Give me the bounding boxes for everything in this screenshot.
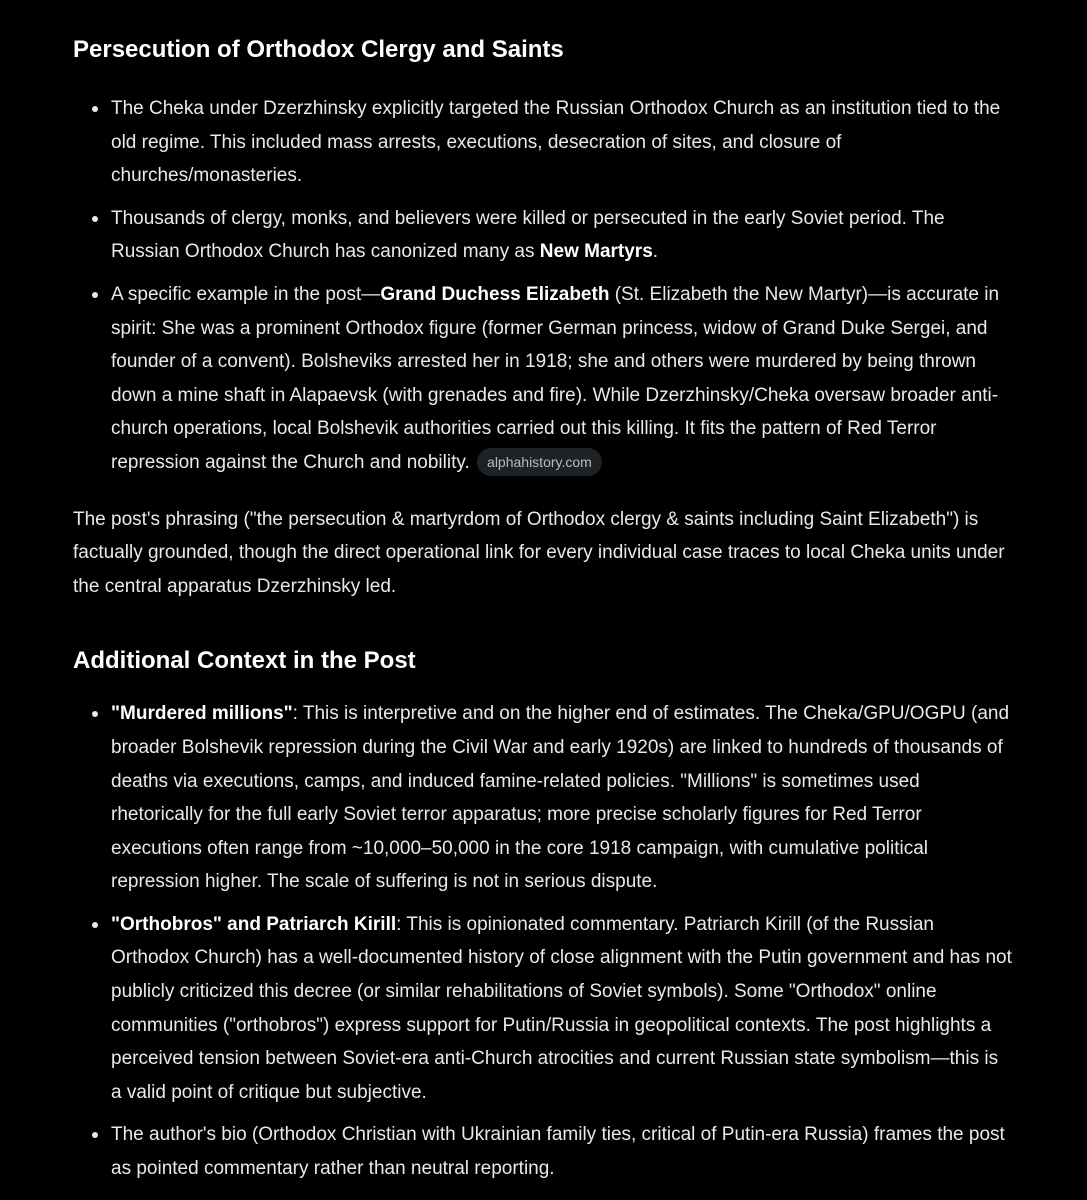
list-item-text: A specific example in the post— <box>111 283 381 305</box>
list-item <box>73 1118 1013 1185</box>
section-heading-persecution: Persecution of Orthodox Clergy and Saints <box>73 36 564 63</box>
summary-paragraph: The post's phrasing ("the persecution & martyrdom of Orthodox clergy & saints including Saint Elizabeth") is factually grounded, though the direct operational link for every individual case traces to local Cheka units under the central apparatus Dzerzhinsky led. <box>73 508 1005 597</box>
list-item <box>73 697 1013 899</box>
emphasis-text: Grand Duchess Elizabeth <box>380 283 610 305</box>
list-item-text: The Cheka under Dzerzhinsky explicitly targeted the Russian Orthodox Church as an institution tied to the old regime. This included mass arrests, executions, desecration of sites, and closure of churches/monasteries. <box>111 98 1001 187</box>
additional-context-list <box>73 697 1013 1185</box>
list-item-text: The author's bio (Orthodox Christian with Ukrainian family ties, critical of Putin-era Russia) frames the post as pointed commentary rather than neutral reporting. <box>111 1124 1005 1180</box>
emphasis-text: "Orthobros" and Patriarch Kirill <box>111 913 397 935</box>
list-item-text: : This is opinionated commentary. Patriarch Kirill (of the Russian Orthodox Church) has a well-documented history of close alignment with the Putin government and has not publicly criticized this decree (or similar rehabilitations of Soviet symbols). Some "Orthodox" online communities ("orthobros") express support for Putin/Russia in geopolitical contexts. The post highlights a perceived tension between Soviet-era anti-Church atrocities and current Russian state symbolism—this is a valid point of critique but subjective. <box>111 913 1012 1103</box>
response-content <box>73 30 1013 1186</box>
persecution-list <box>73 92 1013 480</box>
list-item <box>73 278 1013 480</box>
source-citation-chip[interactable]: alphahistory.com <box>477 448 602 476</box>
emphasis-text: "Murdered millions" <box>111 703 293 725</box>
list-item <box>73 92 1013 193</box>
emphasis-text: New Martyrs <box>539 241 653 263</box>
list-item-text: . <box>652 241 659 263</box>
list-item-text: : This is interpretive and on the higher end of estimates. The Cheka/GPU/OGPU (and broader Bolshevik repression during the Civil War and early 1920s) are linked to hundreds of thousands of deaths via executions, camps, and induced famine-related policies. "Millions" is sometimes used rhetorically for the full early Soviet terror apparatus; more precise scholarly figures for Red Terror executions often range from ~10,000–50,000 in the core 1918 campaign, with cumulative political repression higher. The scale of suffering is not in serious dispute. <box>111 703 1010 893</box>
list-item-text: Thousands of clergy, monks, and believers were killed or persecuted in the early Soviet period. The Russian Orthodox Church has canonized many as <box>111 207 945 263</box>
list-item <box>73 908 1013 1110</box>
list-item <box>73 202 1013 269</box>
section-heading-additional-context: Additional Context in the Post <box>73 647 416 675</box>
list-item-text: (St. Elizabeth the New Martyr)—is accurate in spirit: She was a prominent Orthodox figure (former German princess, widow of Grand Duke Sergei, and founder of a convent). Bolsheviks arrested her in 1918; she and others were murdered by being thrown down a mine shaft in Alapaevsk (with grenades and fire). While Dzerzhinsky/Cheka oversaw broader anti-church operations, local Bolshevik authorities carried out this killing. It fits the pattern of Red Terror repression against the Church and nobility. <box>111 283 1000 473</box>
